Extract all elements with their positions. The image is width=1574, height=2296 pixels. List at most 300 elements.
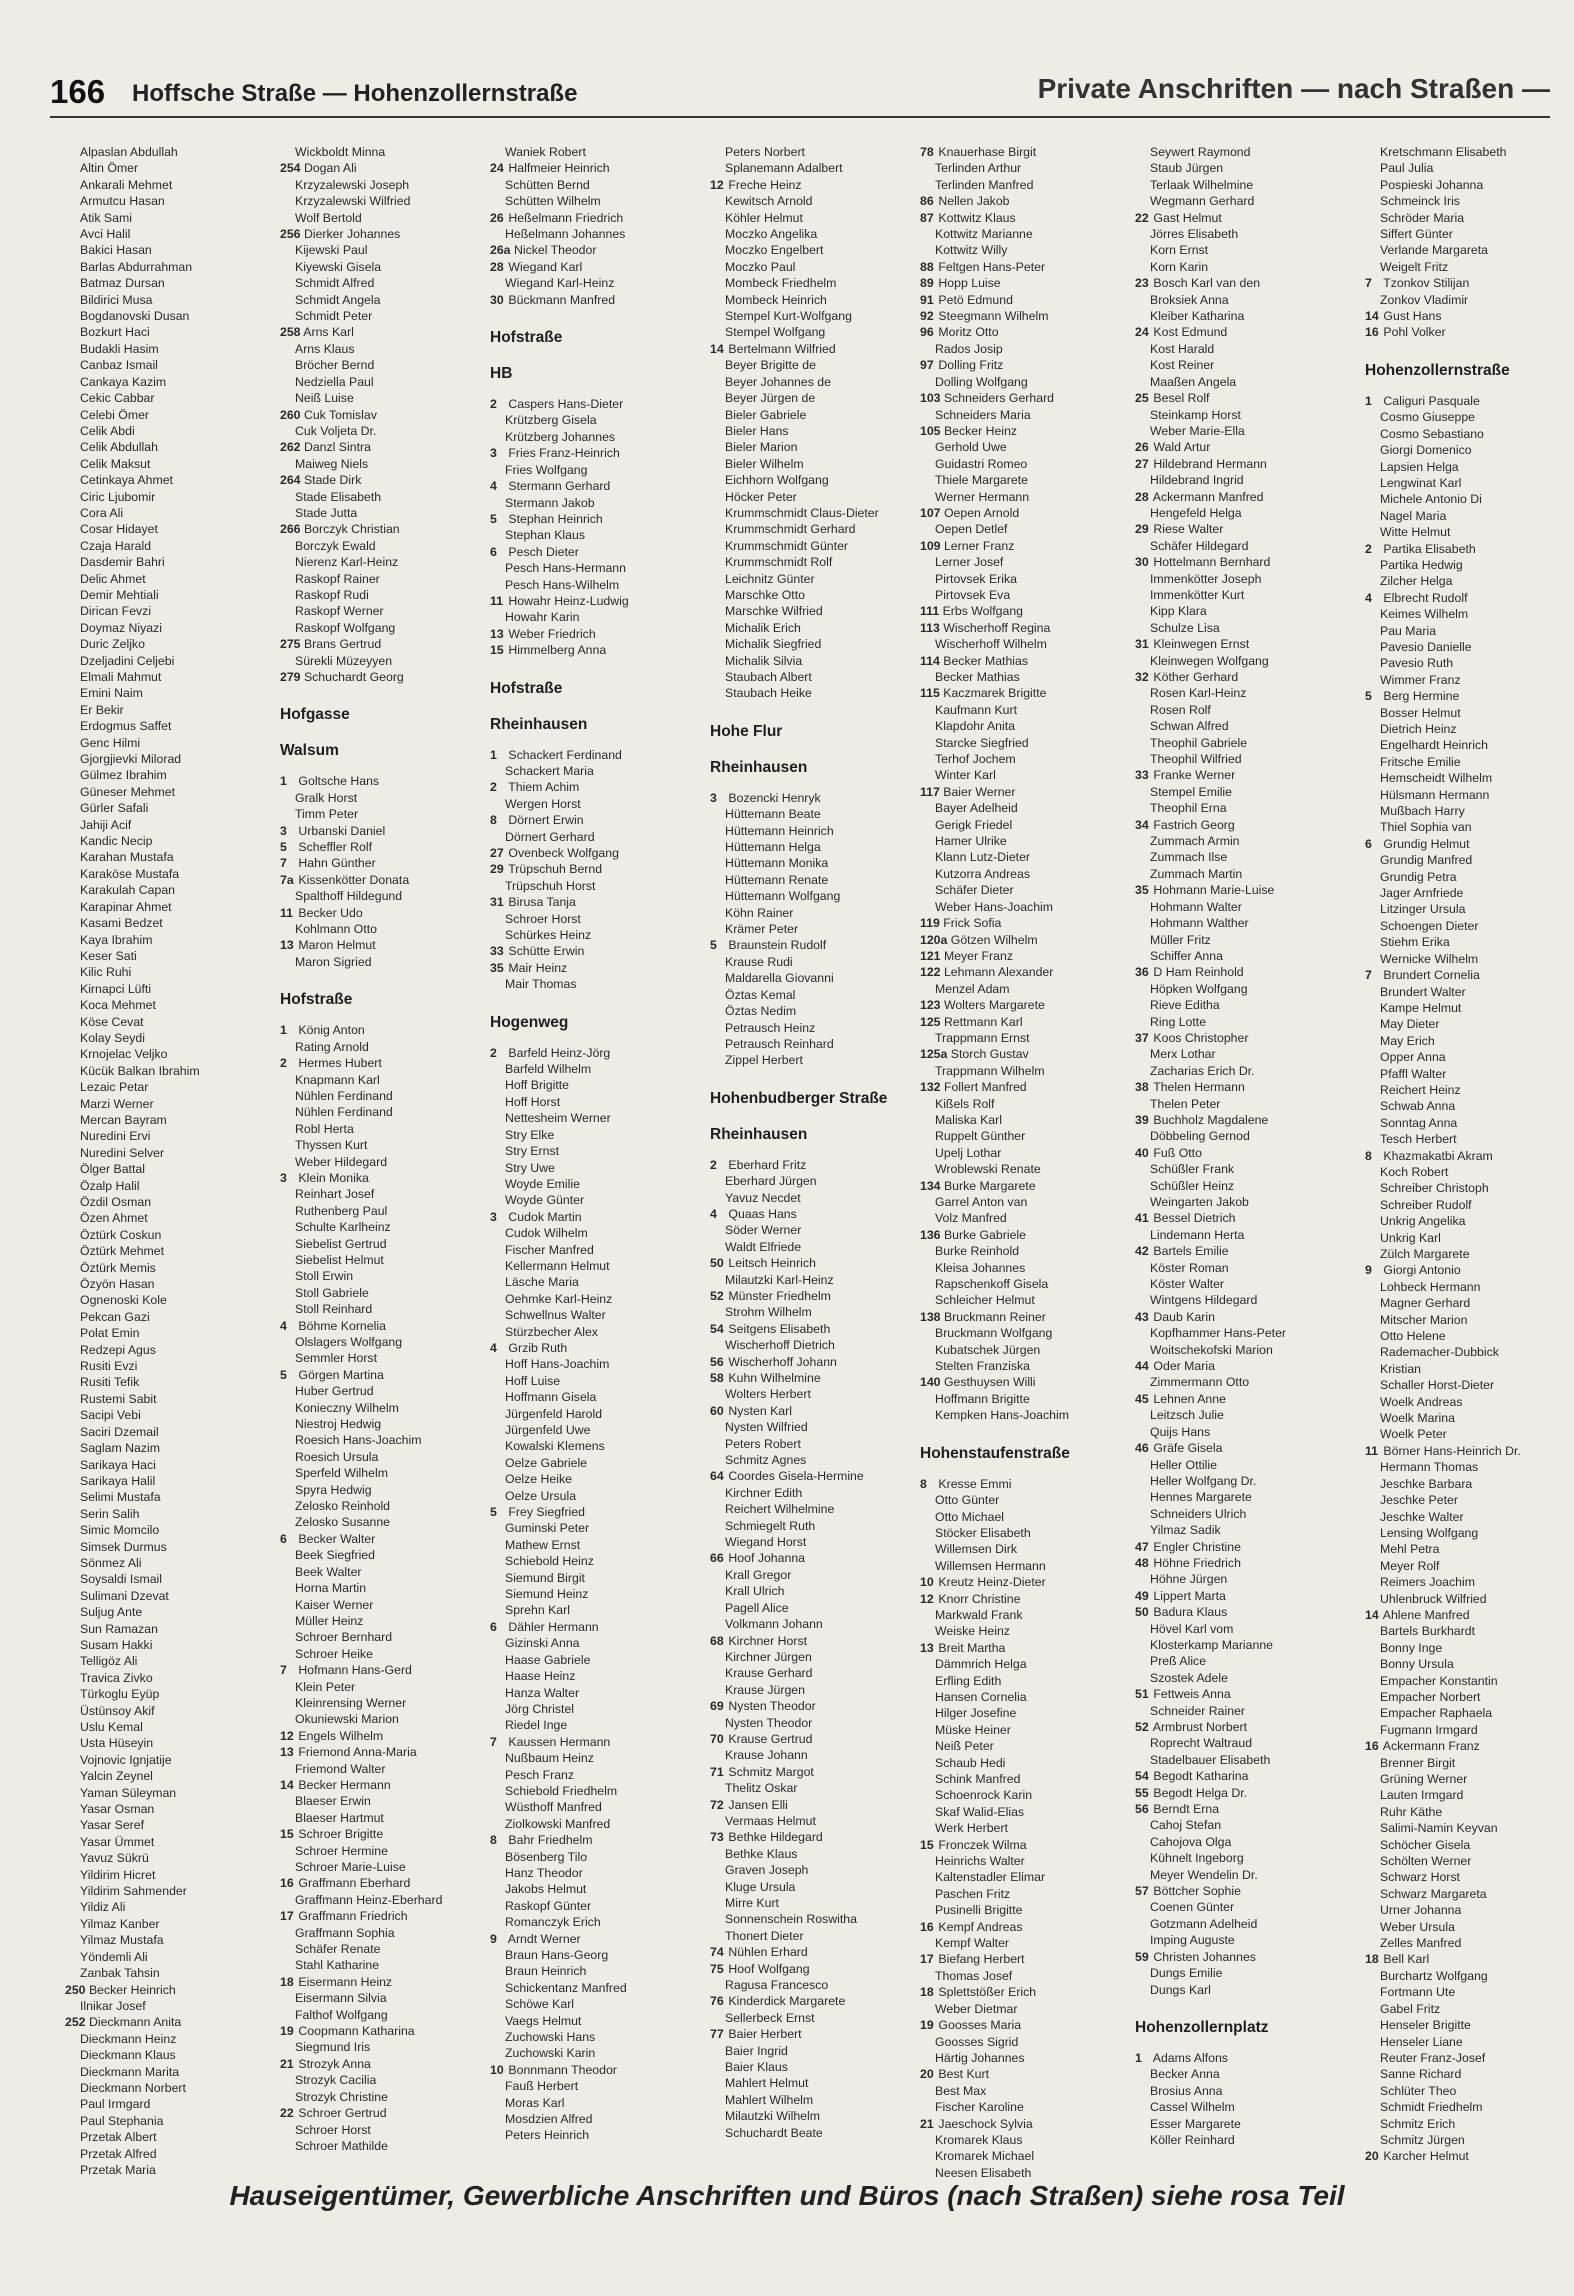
resident-name: Bonny Inge xyxy=(1380,1640,1443,1655)
resident-name: Krause Rudi xyxy=(725,954,793,969)
resident-name: Urbanski Daniel xyxy=(298,823,386,838)
resident-name: Klein Monika xyxy=(298,1170,369,1185)
resident-name: Terhof Jochem xyxy=(935,752,1016,767)
resident-name: Yilmaz Sadik xyxy=(1150,1523,1221,1538)
resident-entry xyxy=(280,1941,480,1957)
resident-entry xyxy=(490,226,690,242)
resident-entry xyxy=(1135,1161,1335,1177)
resident-name: Gralk Horst xyxy=(295,790,358,805)
resident-name: Robl Herta xyxy=(295,1121,354,1136)
resident-entry xyxy=(280,1875,480,1891)
resident-entry xyxy=(1135,767,1335,783)
resident-entry xyxy=(490,527,690,543)
resident-name: Elbrecht Rudolf xyxy=(1383,590,1468,605)
resident-entry xyxy=(65,1210,265,1226)
resident-entry xyxy=(710,1600,910,1616)
resident-name: Jeschke Barbara xyxy=(1380,1476,1473,1491)
resident-entry xyxy=(1135,636,1335,652)
resident-name: Saglam Nazim xyxy=(80,1441,160,1456)
resident-name: Gust Hans xyxy=(1383,309,1442,324)
resident-entry xyxy=(280,921,480,937)
resident-entry xyxy=(920,685,1120,701)
resident-name: Becker Mathias xyxy=(935,670,1020,684)
resident-name: Fritsche Emilie xyxy=(1380,754,1461,769)
resident-name: Henseler Brigitte xyxy=(1380,2018,1471,2033)
resident-entry xyxy=(1135,160,1335,176)
house-number: 32 xyxy=(1135,670,1149,684)
resident-name: Hoff Hans-Joachim xyxy=(505,1357,610,1372)
resident-name: Markwald Frank xyxy=(935,1607,1023,1622)
resident-entry xyxy=(490,1914,690,1930)
resident-name: Schmiegelt Ruth xyxy=(725,1518,816,1533)
resident-entry xyxy=(1365,242,1565,258)
resident-name: Dierker Johannes xyxy=(303,227,401,242)
house-number: 78 xyxy=(920,145,934,159)
resident-entry xyxy=(710,341,910,357)
resident-name: Cuk Tomislav xyxy=(303,407,377,422)
resident-name: Moczko Paul xyxy=(725,259,796,274)
resident-name: Keimes Wilhelm xyxy=(1380,607,1469,622)
resident-name: Pesch Hans-Hermann xyxy=(505,561,626,576)
resident-entry xyxy=(1365,1673,1565,1689)
house-number: 4 xyxy=(710,1206,717,1221)
resident-entry xyxy=(490,1110,690,1126)
resident-entry xyxy=(710,505,910,521)
resident-entry xyxy=(65,357,265,373)
resident-name: Bessel Dietrich xyxy=(1153,1211,1236,1226)
resident-name: Bosch Karl van den xyxy=(1153,276,1261,291)
resident-entry xyxy=(1365,1771,1565,1787)
resident-name: Trappmann Wilhelm xyxy=(935,1063,1045,1078)
resident-entry xyxy=(1365,1755,1565,1771)
resident-entry xyxy=(280,144,480,160)
resident-name: Dolling Fritz xyxy=(938,358,1004,373)
resident-name: Wischerhoff Johann xyxy=(728,1354,837,1369)
resident-entry xyxy=(1365,557,1565,573)
resident-entry xyxy=(65,1982,265,1998)
resident-name: Bösenberg Tilo xyxy=(505,1849,588,1864)
resident-entry xyxy=(490,1045,690,1061)
resident-name: Rapschenkoff Gisela xyxy=(935,1277,1049,1292)
resident-entry xyxy=(920,1984,1120,2000)
resident-name: Köller Reinhard xyxy=(1150,2132,1235,2147)
resident-entry xyxy=(490,609,690,625)
resident-name: Maliska Karl xyxy=(935,1112,1002,1127)
resident-entry xyxy=(710,439,910,455)
resident-entry xyxy=(920,1919,1120,1935)
resident-entry xyxy=(1135,1801,1335,1817)
resident-name: Kost Harald xyxy=(1150,341,1215,356)
resident-name: Begodt Katharina xyxy=(1153,1769,1249,1784)
resident-name: Hoof Johanna xyxy=(728,1551,805,1566)
resident-name: Reimers Joachim xyxy=(1380,1575,1475,1590)
resident-entry xyxy=(65,275,265,291)
resident-name: Theophil Erna xyxy=(1150,801,1227,816)
resident-name: Stry Uwe xyxy=(505,1160,555,1175)
resident-name: Krall Ulrich xyxy=(725,1584,785,1599)
resident-name: Woitschekofski Marion xyxy=(1150,1342,1273,1357)
resident-entry xyxy=(710,357,910,373)
resident-name: Heinrichs Walter xyxy=(935,1854,1025,1869)
resident-name: Meyer Wendelin Dr. xyxy=(1150,1867,1258,1882)
resident-entry xyxy=(1365,2132,1565,2148)
house-number: 16 xyxy=(920,1919,934,1934)
resident-entry xyxy=(1135,1686,1335,1702)
resident-name: Krause Gerhard xyxy=(725,1666,813,1681)
resident-entry xyxy=(920,2132,1120,2148)
resident-entry xyxy=(920,1407,1120,1423)
resident-name: Ruhr Käthe xyxy=(1380,1804,1443,1819)
resident-name: Kowalski Klemens xyxy=(505,1439,605,1454)
resident-name: Öztürk Coskun xyxy=(80,1227,162,1242)
resident-entry xyxy=(1365,1131,1565,1147)
resident-name: Gast Helmut xyxy=(1153,210,1222,225)
resident-entry xyxy=(280,259,480,275)
resident-entry xyxy=(490,193,690,209)
resident-name: Nedziella Paul xyxy=(295,374,374,389)
resident-entry xyxy=(65,1457,265,1473)
resident-name: Schürkes Heinz xyxy=(505,928,592,943)
resident-name: Goosses Sigrid xyxy=(935,2034,1019,2049)
resident-entry xyxy=(280,554,480,570)
resident-name: Kromarek Klaus xyxy=(935,2132,1023,2147)
resident-entry xyxy=(65,1604,265,1620)
house-number: 9 xyxy=(490,1931,497,1946)
resident-entry xyxy=(280,324,480,340)
resident-name: Borczyk Ewald xyxy=(295,538,376,553)
house-number: 16 xyxy=(280,1876,294,1891)
resident-name: Beek Siegfried xyxy=(295,1548,375,1563)
resident-name: Nysten Theodor xyxy=(728,1699,816,1714)
resident-name: Weber Marie-Ella xyxy=(1150,423,1245,438)
resident-entry xyxy=(710,374,910,390)
resident-name: Müske Heiner xyxy=(935,1722,1011,1737)
house-number: 123 xyxy=(920,998,941,1013)
resident-entry xyxy=(1365,2066,1565,2082)
resident-entry xyxy=(1365,1180,1565,1196)
resident-name: Kleisa Johannes xyxy=(935,1260,1026,1275)
resident-entry xyxy=(490,2062,690,2078)
resident-entry xyxy=(280,210,480,226)
resident-entry xyxy=(65,1555,265,1571)
resident-entry xyxy=(920,571,1120,587)
resident-name: Schink Manfred xyxy=(935,1772,1021,1786)
resident-name: Otto Helene xyxy=(1380,1329,1446,1344)
resident-name: Schroer Horst xyxy=(295,2122,371,2137)
resident-name: Braunstein Rudolf xyxy=(728,938,827,953)
resident-name: Hülsmann Hermann xyxy=(1380,787,1490,802)
resident-entry xyxy=(490,1324,690,1340)
resident-name: Kiyewski Gisela xyxy=(295,259,382,274)
resident-name: Jürgenfeld Harold xyxy=(505,1406,603,1421)
resident-name: Fischer Karoline xyxy=(935,2100,1024,2115)
resident-name: Garrel Anton van xyxy=(935,1195,1028,1209)
resident-entry xyxy=(65,964,265,980)
resident-entry xyxy=(490,796,690,812)
resident-name: Kromarek Michael xyxy=(935,2149,1035,2164)
house-number: 60 xyxy=(710,1403,724,1418)
resident-entry xyxy=(1365,1246,1565,1262)
resident-entry xyxy=(920,193,1120,209)
resident-entry xyxy=(490,1143,690,1159)
resident-entry xyxy=(1365,951,1565,967)
directory-column-5 xyxy=(920,144,1120,2181)
resident-name: Hoffmann Brigitte xyxy=(935,1391,1030,1406)
resident-entry xyxy=(65,341,265,357)
resident-name: Schäfer Renate xyxy=(295,1942,381,1957)
resident-entry xyxy=(490,2127,690,2143)
resident-entry xyxy=(1135,784,1335,800)
resident-entry xyxy=(65,1719,265,1735)
resident-entry xyxy=(710,2043,910,2059)
resident-name: Krummschmidt Günter xyxy=(725,538,848,553)
resident-name: Schneider Rainer xyxy=(1150,1703,1246,1718)
section-spacer xyxy=(920,1424,1120,1436)
resident-name: Begodt Helga Dr. xyxy=(1153,1785,1248,1800)
resident-name: Thelen Peter xyxy=(1150,1096,1221,1111)
resident-name: Öztürk Memis xyxy=(80,1260,156,1275)
resident-name: Böhme Kornelia xyxy=(298,1318,386,1333)
resident-entry xyxy=(1365,160,1565,176)
resident-entry xyxy=(1135,997,1335,1013)
resident-entry xyxy=(920,1804,1120,1820)
resident-name: Kreutz Heinz-Dieter xyxy=(938,1575,1046,1590)
house-number: 117 xyxy=(920,784,940,799)
page-range-title: Hoffsche Straße — Hohenzollernstraße xyxy=(132,80,578,107)
resident-name: Gabel Fritz xyxy=(1380,2001,1441,2016)
resident-entry xyxy=(920,226,1120,242)
resident-name: Pagell Alice xyxy=(725,1600,789,1615)
resident-entry xyxy=(1135,1850,1335,1866)
resident-name: Yilmaz Kanber xyxy=(80,1916,160,1931)
house-number: 41 xyxy=(1135,1211,1149,1226)
resident-entry xyxy=(1365,623,1565,639)
resident-name: Dähler Hermann xyxy=(508,1619,599,1634)
resident-entry xyxy=(1365,1098,1565,1114)
resident-entry xyxy=(920,177,1120,193)
resident-name: Polat Emin xyxy=(80,1326,140,1341)
house-number: 4 xyxy=(490,1340,497,1355)
resident-name: Hüttemann Helga xyxy=(725,840,821,855)
resident-name: Schmitz Jürgen xyxy=(1380,2132,1465,2147)
resident-name: Zummach Ilse xyxy=(1150,850,1228,865)
resident-name: Engler Christine xyxy=(1153,1539,1241,1554)
resident-name: Schulte Karlheinz xyxy=(295,1220,391,1235)
resident-name: Schroer Hermine xyxy=(295,1843,388,1858)
resident-entry xyxy=(920,1935,1120,1951)
resident-name: Emini Naim xyxy=(80,686,143,701)
resident-entry xyxy=(280,1531,480,1547)
resident-name: Türkoglu Eyüp xyxy=(80,1687,160,1702)
resident-entry xyxy=(1365,918,1565,934)
resident-name: Staubach Heike xyxy=(725,686,812,701)
resident-entry xyxy=(65,1178,265,1194)
resident-entry xyxy=(490,1422,690,1438)
resident-entry xyxy=(920,981,1120,997)
resident-name: Semmler Horst xyxy=(295,1351,377,1366)
resident-name: Redzepi Agus xyxy=(80,1342,156,1357)
resident-name: Unkrig Karl xyxy=(1380,1230,1441,1245)
resident-entry xyxy=(1365,590,1565,606)
resident-name: Nühlen Ferdinand xyxy=(295,1088,393,1103)
resident-name: Biefang Herbert xyxy=(938,1952,1025,1967)
resident-name: Stermann Gerhard xyxy=(508,479,611,494)
resident-name: Schuchardt Georg xyxy=(303,670,404,684)
resident-name: Storch Gustav xyxy=(950,1047,1029,1062)
resident-name: Fettweis Anna xyxy=(1153,1687,1231,1702)
resident-entry xyxy=(920,735,1120,751)
resident-entry xyxy=(490,1274,690,1290)
resident-name: Erdogmus Saffet xyxy=(80,719,172,734)
resident-name: Adams Alfons xyxy=(1152,2050,1228,2065)
house-number: 28 xyxy=(1135,489,1149,504)
resident-name: Dieckmann Anita xyxy=(88,2015,182,2030)
resident-entry xyxy=(710,1173,910,1189)
resident-name: Travica Zivko xyxy=(80,1670,153,1685)
resident-entry xyxy=(490,1192,690,1208)
resident-name: Bartels Burkhardt xyxy=(1380,1624,1476,1639)
resident-entry xyxy=(710,905,910,921)
resident-entry xyxy=(1135,521,1335,537)
resident-name: Feltgen Hans-Peter xyxy=(938,259,1046,274)
resident-entry xyxy=(920,620,1120,636)
resident-name: Scheffler Rolf xyxy=(298,840,373,855)
resident-entry xyxy=(1135,2050,1335,2066)
resident-name: Kißels Rolf xyxy=(935,1096,995,1111)
section-spacer xyxy=(490,659,690,671)
resident-entry xyxy=(280,806,480,822)
resident-name: Best Kurt xyxy=(938,2067,989,2082)
resident-name: Fastrich Georg xyxy=(1153,817,1235,832)
resident-entry xyxy=(920,1014,1120,1030)
house-number: 11 xyxy=(1365,1443,1378,1458)
resident-name: Volz Manfred xyxy=(935,1211,1007,1226)
resident-name: Schaub Hedi xyxy=(935,1755,1006,1770)
resident-entry xyxy=(490,511,690,527)
resident-name: Sun Ramazan xyxy=(80,1621,158,1636)
resident-entry xyxy=(65,2080,265,2096)
house-number: 48 xyxy=(1135,1555,1149,1570)
resident-name: Sürekli Müzeyyen xyxy=(295,653,393,668)
house-number: 11 xyxy=(490,593,503,608)
resident-name: Beyer Brigitte de xyxy=(725,358,816,373)
resident-name: Barlas Abdurrahman xyxy=(80,259,193,274)
house-number: 26a xyxy=(490,243,511,258)
resident-entry xyxy=(920,899,1120,915)
resident-name: Michalik Silvia xyxy=(725,653,803,668)
resident-entry xyxy=(1365,1705,1565,1721)
resident-entry xyxy=(710,1190,910,1206)
resident-name: Fischer Manfred xyxy=(505,1242,594,1257)
house-number: 6 xyxy=(1365,836,1372,851)
directory-column-3 xyxy=(490,144,690,2144)
resident-name: Armutcu Hasan xyxy=(80,194,165,209)
resident-entry xyxy=(1135,423,1335,439)
house-number: 42 xyxy=(1135,1244,1149,1259)
resident-entry xyxy=(1135,1621,1335,1637)
resident-entry xyxy=(710,790,910,806)
resident-name: Kewitsch Arnold xyxy=(725,194,813,209)
resident-name: Karakulah Capan xyxy=(80,883,176,898)
street-heading: Hohenzollernplatz xyxy=(1135,2018,1269,2036)
resident-entry xyxy=(280,1318,480,1334)
resident-name: Nagel Maria xyxy=(1380,508,1447,523)
resident-name: Kirnapci Lüfti xyxy=(80,981,152,996)
house-number: 68 xyxy=(710,1633,724,1648)
resident-name: Uslu Kemal xyxy=(80,1720,143,1734)
resident-entry xyxy=(1135,1440,1335,1456)
resident-name: Willemsen Dirk xyxy=(935,1542,1017,1557)
resident-entry xyxy=(65,2129,265,2145)
resident-name: Suljug Ante xyxy=(80,1605,143,1620)
resident-entry xyxy=(65,374,265,390)
resident-entry xyxy=(710,921,910,937)
house-number: 13 xyxy=(490,626,504,641)
resident-entry xyxy=(1135,1588,1335,1604)
resident-name: Sarikaya Haci xyxy=(80,1457,156,1472)
house-number: 140 xyxy=(920,1375,941,1390)
house-number: 121 xyxy=(920,948,941,963)
resident-name: Szostek Adele xyxy=(1150,1670,1228,1685)
resident-entry xyxy=(490,577,690,593)
resident-name: Seitgens Elisabeth xyxy=(728,1321,831,1336)
resident-entry xyxy=(1135,1867,1335,1883)
resident-name: Stöcker Elisabeth xyxy=(935,1525,1031,1540)
resident-name: Trappmann Ernst xyxy=(935,1030,1030,1045)
resident-name: Yilmaz Mustafa xyxy=(80,1933,164,1948)
resident-entry xyxy=(1135,1785,1335,1801)
resident-entry xyxy=(490,1225,690,1241)
resident-name: Sellerbeck Ernst xyxy=(725,2010,815,2025)
resident-name: Friemond Walter xyxy=(295,1761,386,1776)
resident-entry xyxy=(710,636,910,652)
resident-name: Krzyzalewski Joseph xyxy=(295,177,410,192)
resident-entry xyxy=(65,981,265,997)
resident-name: Dietrich Heinz xyxy=(1380,722,1457,736)
resident-entry xyxy=(710,1468,910,1484)
resident-name: Yalcin Zeynel xyxy=(80,1769,153,1784)
house-number: 31 xyxy=(490,895,504,910)
house-number: 134 xyxy=(920,1178,941,1193)
resident-name: Bieler Gabriele xyxy=(725,407,807,422)
resident-name: Strozyk Christine xyxy=(295,2089,388,2104)
resident-name: Krzyzalewski Wilfried xyxy=(295,194,411,209)
resident-name: Nühlen Ferdinand xyxy=(295,1105,393,1120)
resident-entry xyxy=(65,1801,265,1817)
resident-name: Jürgenfeld Uwe xyxy=(505,1423,591,1437)
resident-name: Moczko Angelika xyxy=(725,227,818,242)
resident-entry xyxy=(1135,1457,1335,1473)
resident-entry xyxy=(1365,2001,1565,2017)
street-heading: Hohenzollernstraße xyxy=(1365,361,1510,379)
resident-name: Weber Friedrich xyxy=(508,626,596,641)
resident-name: Stempel Kurt-Wolfgang xyxy=(725,309,852,324)
resident-name: Blaeser Erwin xyxy=(295,1794,371,1809)
resident-entry xyxy=(65,1473,265,1489)
resident-entry xyxy=(280,790,480,806)
resident-entry xyxy=(490,960,690,976)
resident-entry xyxy=(1365,639,1565,655)
resident-entry xyxy=(1135,1260,1335,1276)
section-spacer xyxy=(490,993,690,1005)
resident-entry xyxy=(710,1829,910,1845)
resident-name: Waldt Elfriede xyxy=(725,1239,802,1254)
resident-name: Grzib Ruth xyxy=(508,1340,568,1355)
resident-name: Höhne Friedrich xyxy=(1153,1555,1241,1570)
resident-name: Yasar Seref xyxy=(80,1818,145,1833)
resident-name: Cosmo Giuseppe xyxy=(1380,410,1476,425)
resident-entry xyxy=(920,1194,1120,1210)
